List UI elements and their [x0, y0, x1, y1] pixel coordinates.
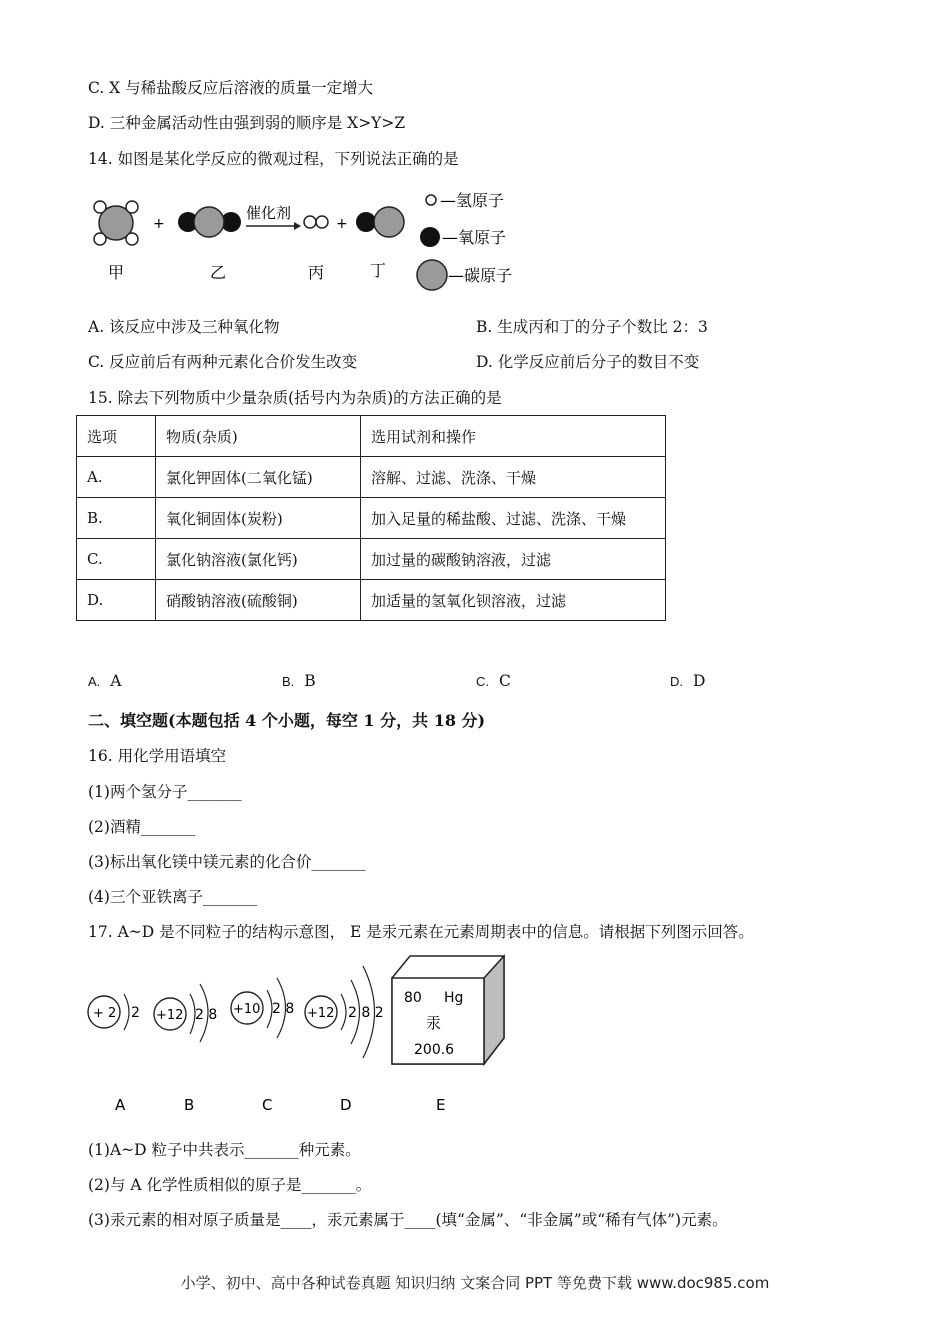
cell-option: D.: [77, 580, 156, 621]
cell-substance: 氯化钾固体(二氧化锰): [156, 457, 361, 498]
cell-option: A.: [77, 457, 156, 498]
q17-question-3: (3)汞元素的相对原子质量是____，汞元素属于____(填“金属”、“非金属”或“稀有气体”)元素。: [88, 1211, 728, 1229]
q16-item-1: (1)两个氢分子_______: [88, 783, 242, 801]
section-2-heading: 二、填空题(本题包括 4 个小题，每空 1 分，共 18 分): [88, 711, 486, 730]
cell-method: 溶解、过滤、洗涤、干燥: [361, 457, 666, 498]
q14-option-b: B. 生成丙和丁的分子个数比 2：3: [476, 318, 708, 336]
q14-option-d: D. 化学反应前后分子的数目不变: [476, 353, 700, 371]
q15-table: [76, 415, 666, 621]
label-yi: 乙: [210, 263, 227, 282]
header-method: 选用试剂和操作: [361, 416, 666, 457]
svg-text:2 8: 2 8: [195, 1007, 218, 1023]
svg-text:+10: +10: [233, 1002, 261, 1017]
svg-text:+ 2: + 2: [93, 1006, 117, 1021]
cell-method: 加适量的氢氧化钡溶液，过滤: [361, 580, 666, 621]
element-card-e: [392, 956, 504, 1064]
catalyst-label: 催化剂: [246, 204, 292, 222]
q15-answer-b: B. B: [282, 672, 316, 690]
q14-option-a: A. 该反应中涉及三种氧化物: [88, 318, 280, 336]
q14-option-c: C. 反应前后有两种元素化合价发生改变: [88, 353, 358, 371]
molecule-bing: [304, 216, 328, 228]
q16-item-4: (4)三个亚铁离子_______: [88, 888, 258, 906]
q17-atom-diagram: [84, 950, 524, 1120]
cell-substance: 氯化钠溶液(氯化钙): [156, 539, 361, 580]
molecule-jia: [94, 201, 138, 245]
label-c: C: [262, 1096, 273, 1114]
atom-b: [154, 984, 217, 1042]
q17-stem: 17. A~D 是不同粒子的结构示意图， E 是汞元素在元素周期表中的信息。请根据下列图示回答。: [88, 923, 754, 941]
q13-option-d: D. 三种金属活动性由强到弱的顺序是 X>Y>Z: [88, 114, 406, 132]
table-row: [77, 580, 666, 621]
label-e: E: [436, 1096, 446, 1114]
label-d: D: [340, 1096, 352, 1114]
page-footer: 小学、初中、高中各种试卷真题 知识归纳 文案合同 PPT 等免费下载 www.doc985.com: [180, 1274, 770, 1292]
cell-option: C.: [77, 539, 156, 580]
cell-substance: 硝酸钠溶液(硫酸铜): [156, 580, 361, 621]
label-jia: 甲: [108, 263, 125, 282]
q14-reaction-diagram: [88, 186, 528, 296]
svg-text:200.6: 200.6: [414, 1042, 455, 1058]
svg-text:+: +: [336, 216, 348, 232]
molecule-ding: [356, 207, 404, 237]
svg-text:+: +: [153, 216, 165, 232]
q15-answer-c: C. C: [476, 672, 511, 690]
label-a: A: [115, 1096, 126, 1114]
svg-text:汞: 汞: [426, 1014, 442, 1032]
header-option: 选项: [77, 416, 156, 457]
cell-method: 加过量的碳酸钠溶液，过滤: [361, 539, 666, 580]
cell-method: 加入足量的稀盐酸、过滤、洗涤、干燥: [361, 498, 666, 539]
header-substance: 物质(杂质): [156, 416, 361, 457]
atom-d: [305, 966, 384, 1058]
molecule-yi: [178, 207, 241, 237]
svg-text:+12: +12: [307, 1006, 335, 1021]
table-row: [77, 457, 666, 498]
q14-stem: 14. 如图是某化学反应的微观过程，下列说法正确的是: [88, 150, 459, 168]
atom-c: [231, 978, 294, 1038]
svg-text:2 8 2: 2 8 2: [348, 1005, 384, 1021]
q15-answer-a: A. A: [88, 672, 122, 690]
svg-text:2 8: 2 8: [272, 1001, 295, 1017]
q13-option-c: C. X 与稀盐酸反应后溶液的质量一定增大: [88, 79, 374, 97]
svg-text:2: 2: [131, 1005, 140, 1021]
q17-question-2: (2)与 A 化学性质相似的原子是_______。: [88, 1176, 372, 1194]
label-b: B: [184, 1096, 195, 1114]
legend-oxygen: —氧原子: [442, 228, 507, 247]
legend-hydrogen: —氢原子: [440, 191, 505, 210]
cell-option: B.: [77, 498, 156, 539]
q17-question-1: (1)A~D 粒子中共表示_______种元素。: [88, 1141, 361, 1159]
table-header-row: [77, 416, 666, 457]
q16-item-3: (3)标出氧化镁中镁元素的化合价_______: [88, 853, 366, 871]
q16-item-2: (2)酒精_______: [88, 818, 196, 836]
q15-answer-d: D. D: [670, 672, 706, 690]
label-ding: 丁: [370, 261, 387, 280]
svg-text:80: 80: [404, 990, 422, 1006]
label-bing: 丙: [308, 263, 325, 282]
svg-text:+12: +12: [156, 1008, 184, 1023]
cell-substance: 氧化铜固体(炭粉): [156, 498, 361, 539]
atom-a: [88, 994, 140, 1030]
q15-stem: 15. 除去下列物质中少量杂质(括号内为杂质)的方法正确的是: [88, 389, 502, 407]
legend-carbon: —碳原子: [448, 266, 513, 285]
q16-stem: 16. 用化学用语填空: [88, 747, 227, 765]
table-row: [77, 539, 666, 580]
table-row: [77, 498, 666, 539]
svg-text:Hg: Hg: [444, 990, 464, 1006]
